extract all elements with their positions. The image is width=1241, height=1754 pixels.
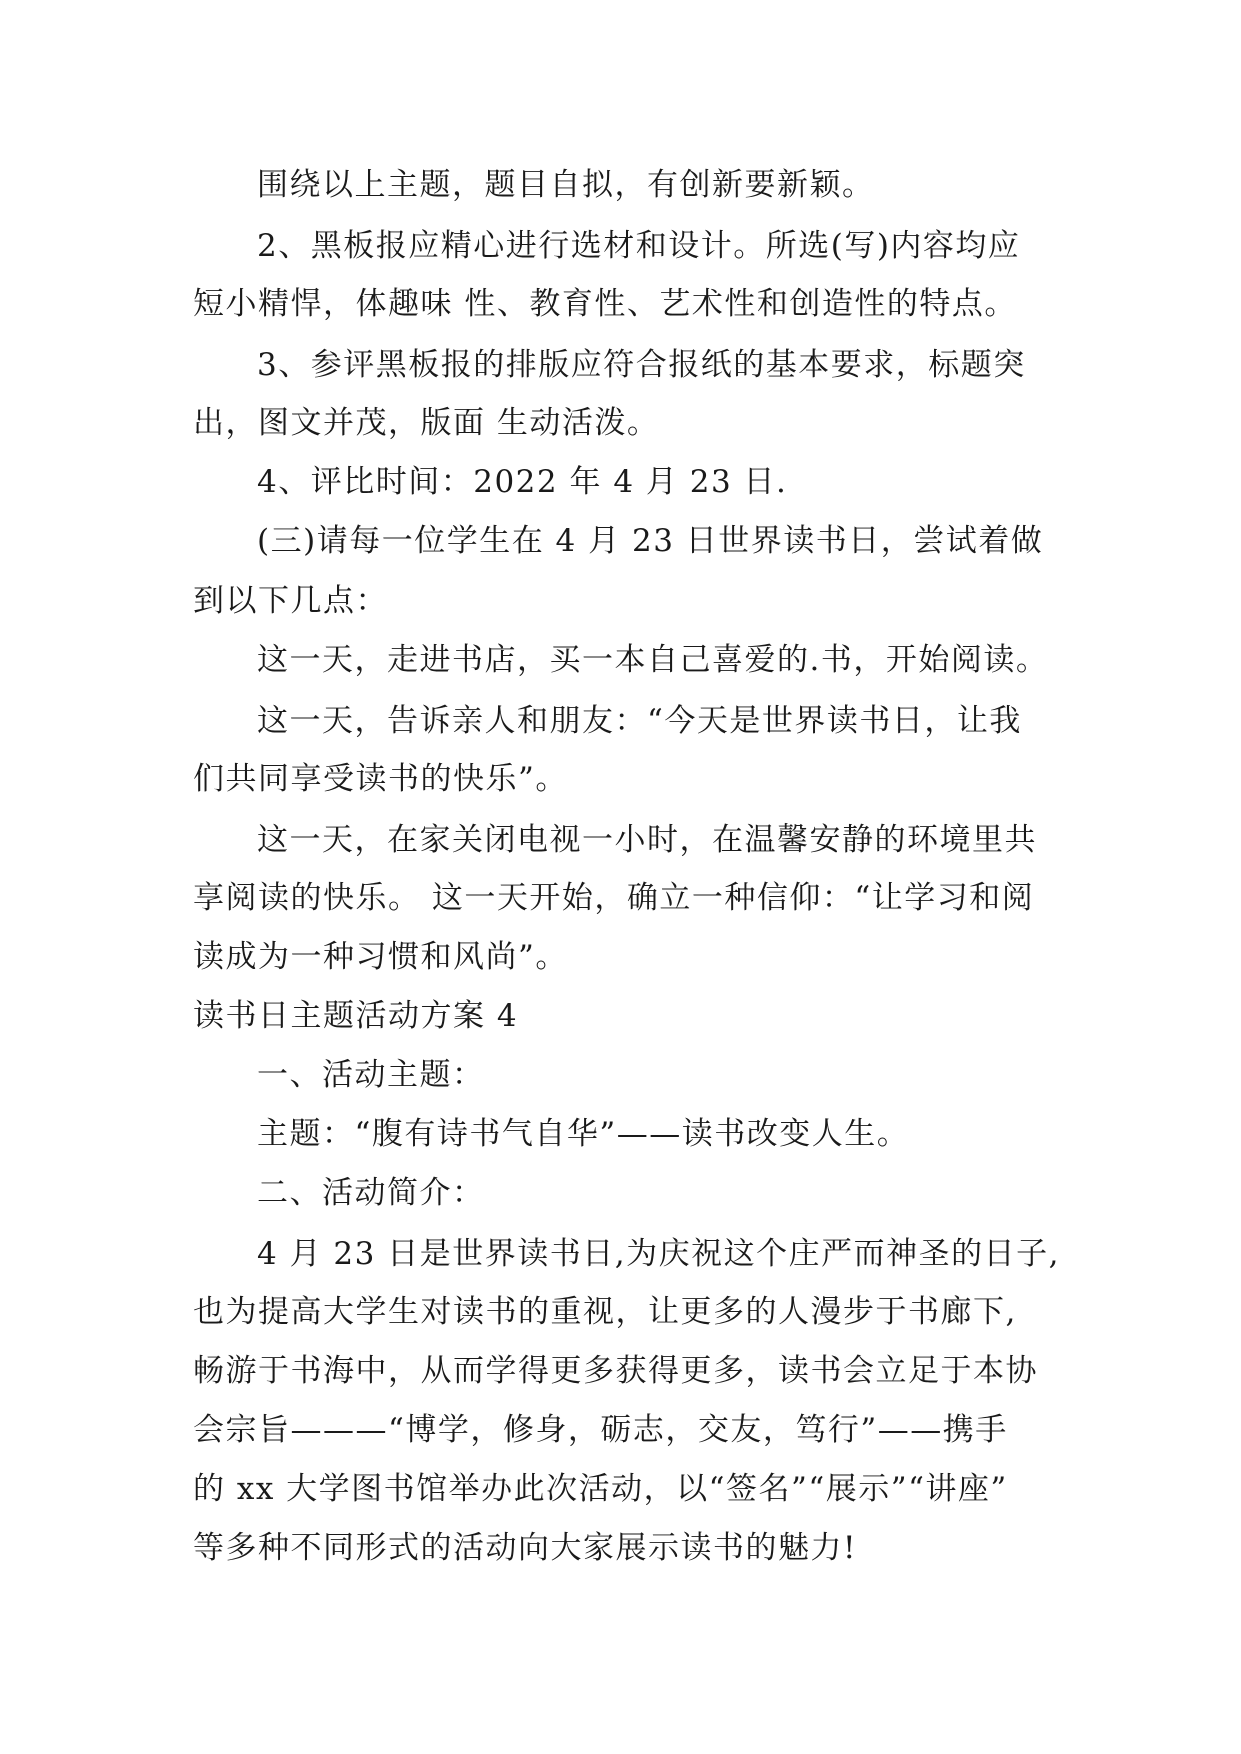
- paragraph-line: 3、参评黑板报的排版应符合报纸的基本要求，标题突: [257, 347, 1026, 383]
- paragraph-line: 主题：“腹有诗书气自华”——读书改变人生。: [257, 1116, 910, 1152]
- paragraph-line: 们共同享受读书的快乐”。: [193, 761, 568, 797]
- paragraph-line: 等多种不同形式的活动向大家展示读书的魅力!: [193, 1530, 857, 1566]
- paragraph-line: 这一天，走进书店，买一本自己喜爱的.书，开始阅读。: [257, 642, 1049, 678]
- paragraph-line: 4 月 23 日是世界读书日,为庆祝这个庄严而神圣的日子,: [257, 1236, 1060, 1272]
- paragraph-line: (三)请每一位学生在 4 月 23 日世界读书日，尝试着做: [257, 523, 1044, 559]
- paragraph-line: 畅游于书海中，从而学得更多获得更多，读书会立足于本协: [193, 1353, 1038, 1389]
- paragraph-line: 读成为一种习惯和风尚”。: [193, 939, 568, 975]
- section-heading: 读书日主题活动方案 4: [193, 998, 519, 1034]
- paragraph-line: 围绕以上主题，题目自拟，有创新要新颖。: [257, 167, 875, 203]
- paragraph-line: 4、评比时间：2022 年 4 月 23 日.: [257, 464, 788, 500]
- paragraph-line: 2、黑板报应精心进行选材和设计。所选(写)内容均应: [257, 228, 1021, 264]
- paragraph-line: 这一天，在家关闭电视一小时，在温馨安静的环境里共: [257, 822, 1037, 858]
- paragraph-line: 短小精悍，体趣味 性、教育性、艺术性和创造性的特点。: [193, 286, 1017, 322]
- paragraph-line: 的 xx 大学图书馆举办此次活动，以“签名”“展示”“讲座”: [193, 1471, 1008, 1507]
- paragraph-line: 一、活动主题：: [257, 1057, 485, 1093]
- paragraph-line: 出，图文并茂，版面 生动活泼。: [193, 405, 660, 441]
- paragraph-line: 享阅读的快乐。 这一天开始，确立一种信仰：“让学习和阅: [193, 880, 1035, 916]
- paragraph-line: 二、活动简介：: [257, 1175, 485, 1211]
- paragraph-line: 会宗旨———“博学，修身，砺志，交友，笃行”——携手: [193, 1412, 1008, 1448]
- paragraph-line: 也为提高大学生对读书的重视，让更多的人漫步于书廊下,: [193, 1294, 1017, 1330]
- paragraph-line: 这一天，告诉亲人和朋友：“今天是世界读书日，让我: [257, 703, 1022, 739]
- paragraph-line: 到以下几点：: [193, 583, 388, 619]
